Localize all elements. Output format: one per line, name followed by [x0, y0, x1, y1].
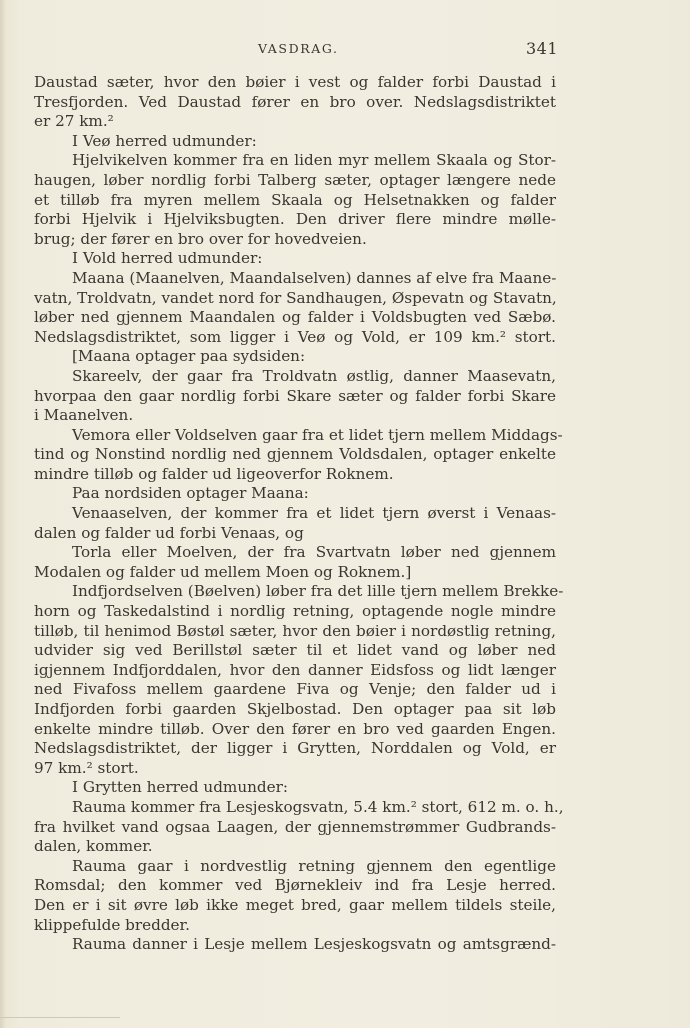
text-line: Indfjordselven (Bøelven) løber fra det lille tjern mellem Brekke-	[72, 582, 564, 601]
text-line: [Maana optager paa sydsiden:	[72, 347, 306, 366]
text-line: haugen, løber nordlig forbi Talberg sæter, optager længere nede	[34, 170, 556, 189]
text-line: er 27 km.²	[34, 112, 114, 131]
text-line: Tresfjorden. Ved Daustad fører en bro over. Nedslagsdistriktet	[34, 92, 556, 111]
page-bottom-edge	[0, 1017, 120, 1028]
text-line: Vemora eller Voldselven gaar fra et lidet tjern mellem Middags-	[72, 425, 563, 444]
running-title: VASDRAG.	[258, 41, 339, 56]
text-line: Rauma gaar i nordvestlig retning gjennem den egentlige	[72, 856, 556, 875]
text-line: mindre tilløb og falder ud ligeoverfor Roknem.	[34, 464, 394, 483]
text-line: dalen og falder ud forbi Venaas, og	[34, 523, 304, 542]
page-edge-shadow	[0, 0, 6, 1028]
text-line: I Veø herred udmunder:	[72, 131, 257, 150]
text-line: løber ned gjennem Maandalen og falder i Voldsbugten ved Sæbø.	[34, 308, 556, 327]
text-line: tind og Nonstind nordlig ned gjennem Voldsdalen, optager enkelte	[34, 445, 556, 464]
text-line: igjennem Indfjorddalen, hvor den danner Eidsfoss og lidt længer	[34, 660, 556, 679]
text-line: Den er i sit øvre løb ikke meget bred, gaar mellem tildels steile,	[34, 895, 556, 914]
text-line: Nedslagsdistriktet, som ligger i Veø og Vold, er 109 km.² stort.	[34, 327, 556, 346]
text-line: Paa nordsiden optager Maana:	[72, 484, 309, 503]
text-line: Torla eller Moelven, der fra Svartvatn løber ned gjennem	[72, 543, 556, 562]
text-line: tilløb, til henimod Bøstøl sæter, hvor den bøier i nordøstlig retning,	[34, 621, 556, 640]
text-line: Rauma danner i Lesje mellem Lesjeskogsvatn og amtsgrænd-	[72, 935, 556, 954]
text-line: Daustad sæter, hvor den bøier i vest og falder forbi Daustad i	[34, 73, 556, 91]
text-line: Indfjorden forbi gaarden Skjelbostad. Den optager paa sit løb	[34, 700, 556, 718]
page-number: 341	[525, 39, 558, 58]
text-line: klippefulde bredder.	[34, 915, 190, 934]
text-line: hvorpaa den gaar nordlig forbi Skare sæter og falder forbi Skare	[34, 386, 556, 405]
text-line: ned Fivafoss mellem gaardene Fiva og Venje; den falder ud i	[34, 680, 556, 699]
text-line: Skareelv, der gaar fra Troldvatn østlig, danner Maasevatn,	[72, 366, 556, 385]
text-line: brug; der fører en bro over for hovedveien.	[34, 229, 367, 248]
text-line: fra hvilket vand ogsaa Laagen, der gjennemstrømmer Gudbrands-	[34, 817, 556, 836]
text-line: enkelte mindre tilløb. Over den fører en bro ved gaarden Engen.	[34, 719, 556, 738]
text-line: I Grytten herred udmunder:	[72, 778, 288, 797]
text-line: Romsdal; den kommer ved Bjørnekleiv ind fra Lesje herred.	[34, 876, 556, 895]
page-header	[0, 41, 690, 61]
text-line: Hjelvikelven kommer fra en liden myr mellem Skaala og Stor-	[72, 151, 556, 170]
text-line: Nedslagsdistriktet, der ligger i Grytten, Norddalen og Vold, er	[34, 739, 556, 758]
text-line: et tilløb fra myren mellem Skaala og Helsetnakken og falder	[34, 190, 556, 209]
text-line: 97 km.² stort.	[34, 758, 139, 777]
text-line: i Maanelven.	[34, 406, 134, 425]
text-line: Maana (Maanelven, Maandalselven) dannes af elve fra Maane-	[72, 268, 557, 287]
text-line: dalen, kommer.	[34, 837, 153, 856]
text-line: forbi Hjelvik i Hjelviksbugten. Den driver flere mindre mølle-	[34, 210, 556, 229]
text-body	[34, 73, 564, 955]
text-line: Modalen og falder ud mellem Moen og Roknem.]	[34, 562, 412, 581]
text-line: Rauma kommer fra Lesjeskogsvatn, 5.4 km.² stort, 612 m. o. h.,	[72, 797, 564, 816]
text-line: horn og Taskedalstind i nordlig retning, optagende nogle mindre	[34, 602, 556, 621]
text-line: vatn, Troldvatn, vandet nord for Sandhaugen, Øspevatn og Stavatn,	[34, 288, 557, 307]
text-line: udvider sig ved Berillstøl sæter til et lidet vand og løber ned	[34, 641, 556, 660]
text-line: Venaaselven, der kommer fra et lidet tjern øverst i Venaas-	[72, 504, 556, 523]
text-line: I Vold herred udmunder:	[72, 249, 263, 268]
